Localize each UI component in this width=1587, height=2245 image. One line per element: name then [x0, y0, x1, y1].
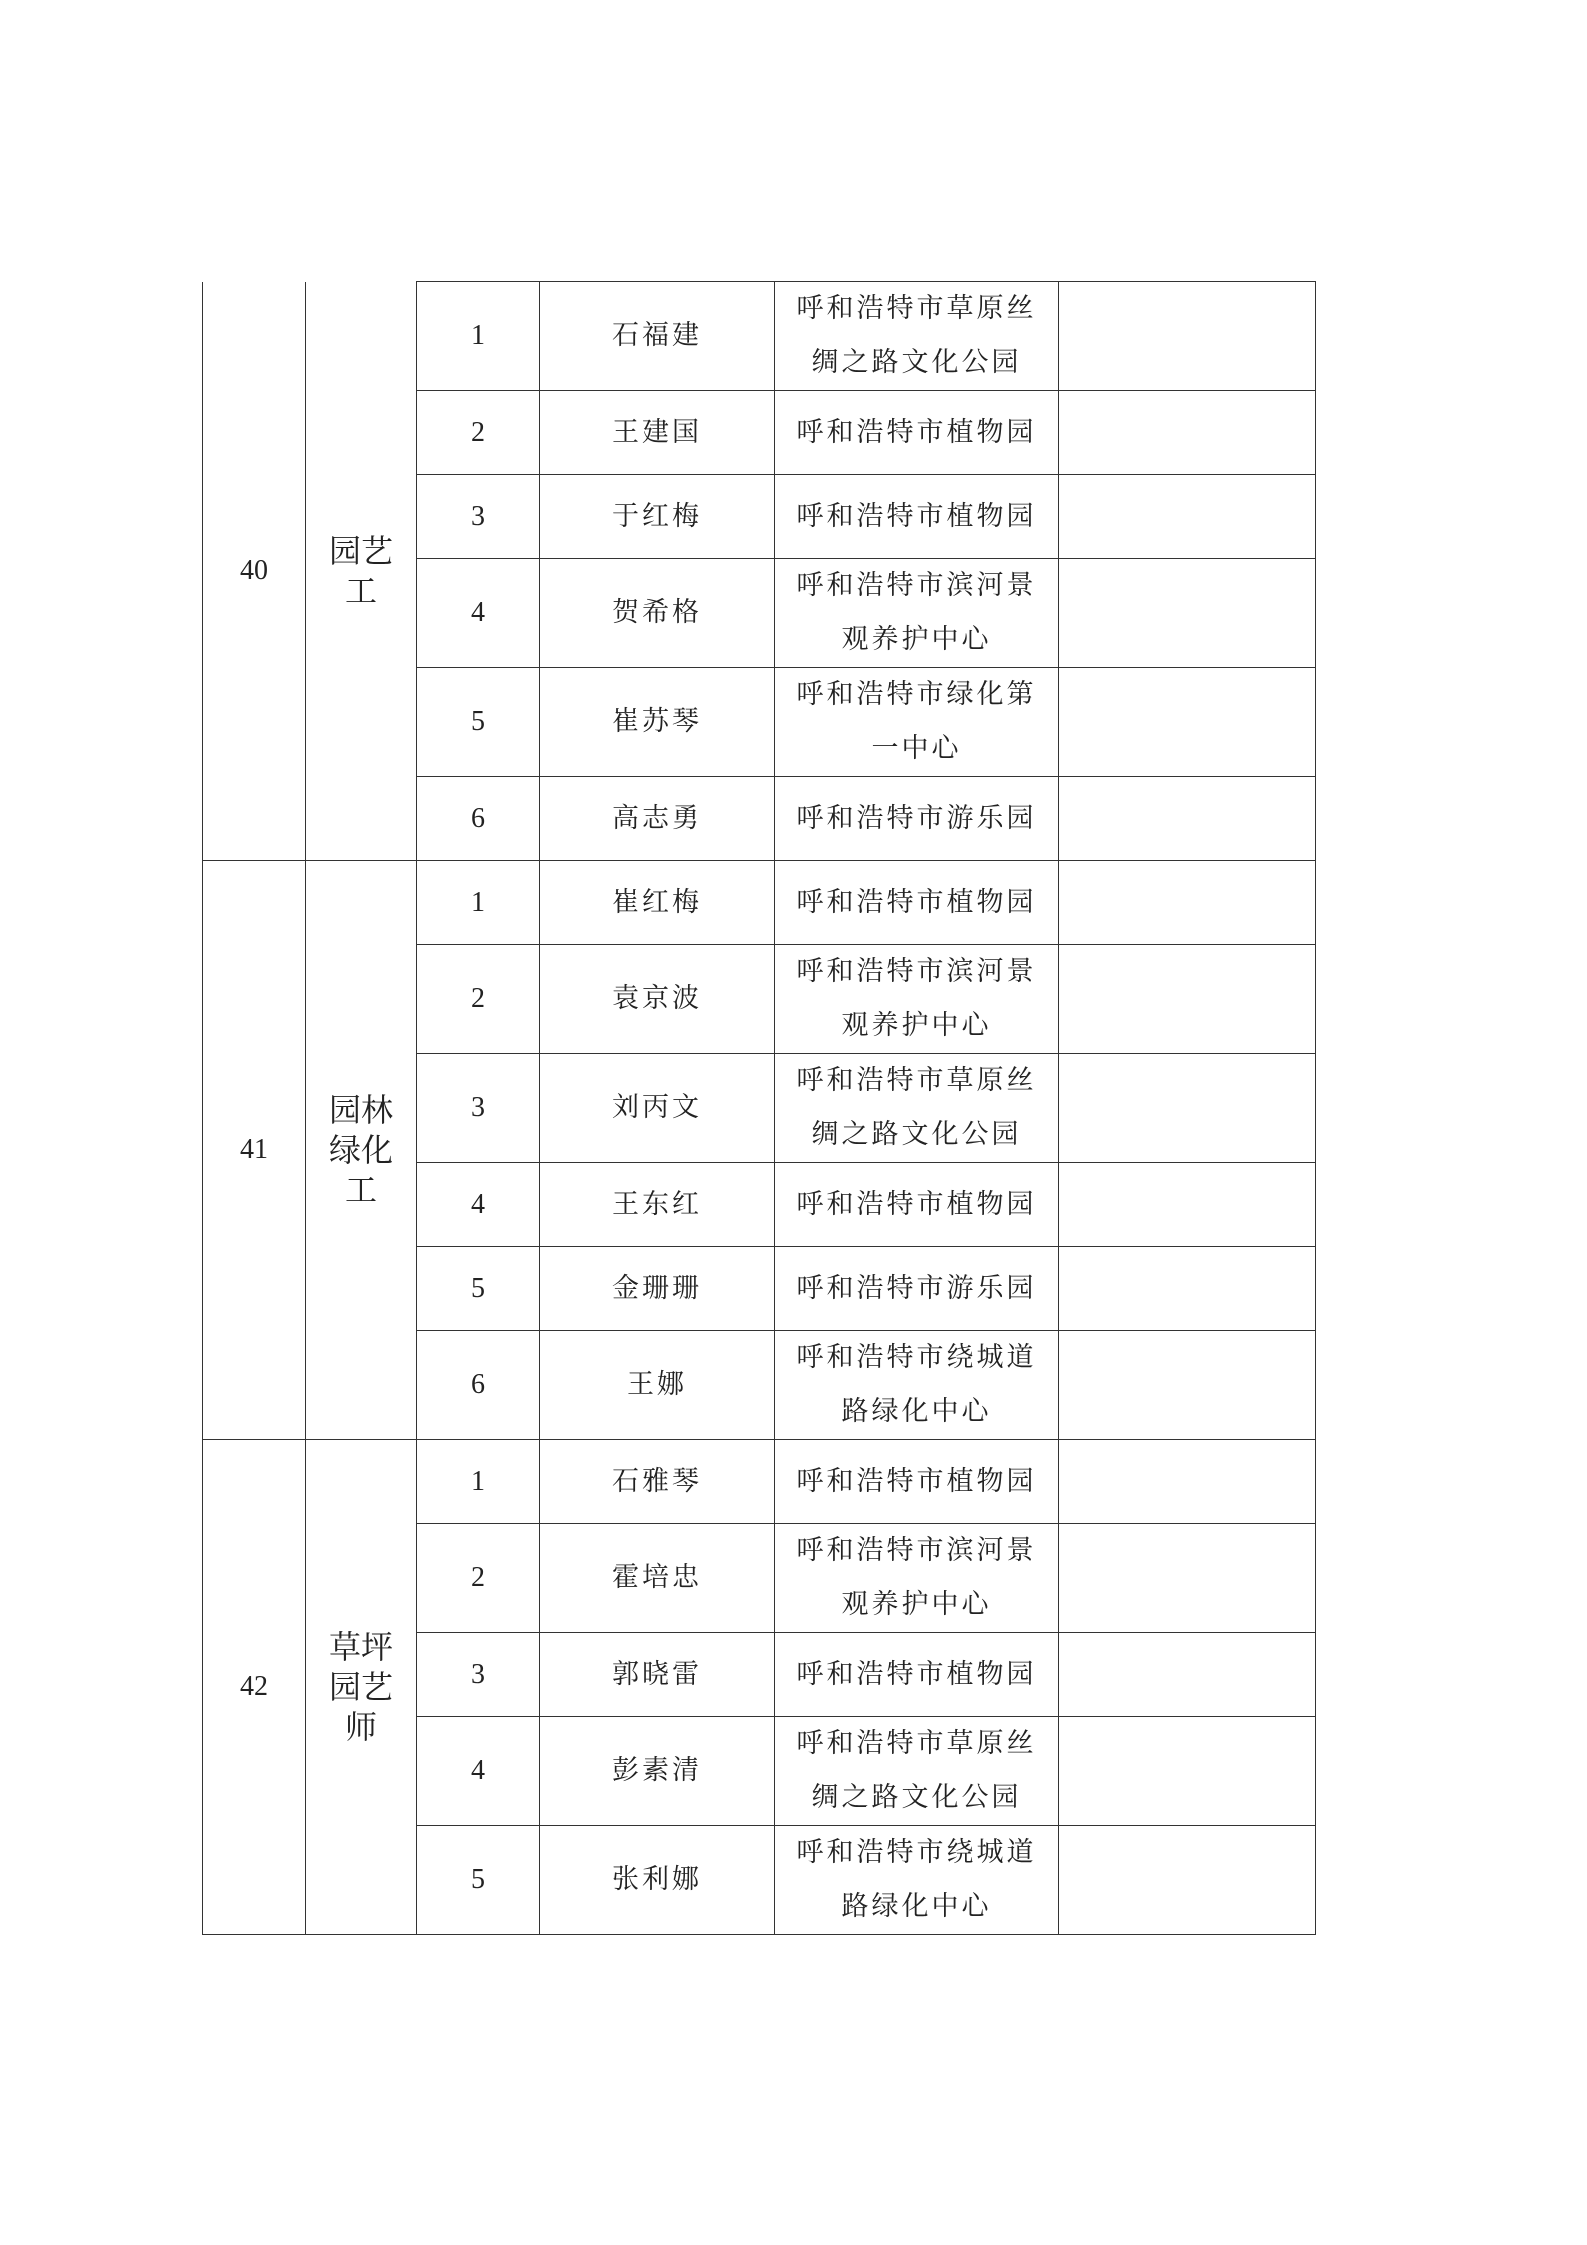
organization	[775, 1826, 1059, 1935]
organization	[775, 1331, 1059, 1440]
person-name: 王东红	[540, 1163, 775, 1247]
organization	[775, 861, 1059, 945]
organization	[775, 1717, 1059, 1826]
person-name: 贺希格	[540, 559, 775, 668]
organization-text: 呼和浩特市植物园	[796, 1188, 1037, 1220]
notes-cell	[1059, 1247, 1316, 1331]
entry-number: 4	[417, 1717, 540, 1826]
entry-number: 6	[417, 1331, 540, 1440]
organization-text: 呼和浩特市草原丝绸之路文化公园	[796, 1065, 1037, 1150]
notes-cell	[1059, 1717, 1316, 1826]
person-name: 袁京波	[540, 945, 775, 1054]
organization-text: 呼和浩特市植物园	[796, 500, 1037, 532]
organization-text: 呼和浩特市草原丝绸之路文化公园	[796, 1728, 1037, 1813]
notes-cell	[1059, 1440, 1316, 1524]
entry-number: 6	[417, 777, 540, 861]
person-name: 刘丙文	[540, 1054, 775, 1163]
notes-cell	[1059, 475, 1316, 559]
organization-text: 呼和浩特市滨河景观养护中心	[796, 1535, 1037, 1620]
table-row	[203, 1440, 1316, 1524]
person-name: 石福建	[540, 282, 775, 391]
notes-cell	[1059, 1524, 1316, 1633]
category-label: 园林绿化工	[328, 1092, 393, 1208]
group-category	[306, 282, 417, 861]
organization	[775, 559, 1059, 668]
entry-number: 3	[417, 1054, 540, 1163]
group-rank: 42	[203, 1440, 306, 1935]
notes-cell	[1059, 668, 1316, 777]
person-name: 高志勇	[540, 777, 775, 861]
person-name: 王建国	[540, 391, 775, 475]
entry-number: 4	[417, 559, 540, 668]
organization-text: 呼和浩特市植物园	[796, 886, 1037, 918]
person-name: 崔红梅	[540, 861, 775, 945]
organization	[775, 475, 1059, 559]
entry-number: 5	[417, 1826, 540, 1935]
group-category	[306, 861, 417, 1440]
group-rank: 41	[203, 861, 306, 1440]
category-label: 园艺工	[328, 532, 393, 609]
entry-number: 3	[417, 1633, 540, 1717]
organization	[775, 668, 1059, 777]
organization-text: 呼和浩特市植物园	[796, 1658, 1037, 1690]
notes-cell	[1059, 391, 1316, 475]
organization	[775, 1247, 1059, 1331]
person-name: 崔苏琴	[540, 668, 775, 777]
organization	[775, 1054, 1059, 1163]
entry-number: 4	[417, 1163, 540, 1247]
organization-text: 呼和浩特市游乐园	[796, 802, 1037, 834]
person-name: 王娜	[540, 1331, 775, 1440]
organization-text: 呼和浩特市绕城道路绿化中心	[796, 1837, 1037, 1922]
organization	[775, 1524, 1059, 1633]
person-name: 彭素清	[540, 1717, 775, 1826]
organization-text: 呼和浩特市植物园	[796, 416, 1037, 448]
notes-cell	[1059, 282, 1316, 391]
entry-number: 2	[417, 391, 540, 475]
organization	[775, 1163, 1059, 1247]
organization	[775, 1633, 1059, 1717]
person-name: 石雅琴	[540, 1440, 775, 1524]
entry-number: 1	[417, 282, 540, 391]
person-name: 张利娜	[540, 1826, 775, 1935]
person-name: 郭晓雷	[540, 1633, 775, 1717]
notes-cell	[1059, 1633, 1316, 1717]
organization	[775, 391, 1059, 475]
notes-cell	[1059, 945, 1316, 1054]
entry-number: 5	[417, 668, 540, 777]
organization-text: 呼和浩特市绕城道路绿化中心	[796, 1342, 1037, 1427]
group-category	[306, 1440, 417, 1935]
entry-number: 3	[417, 475, 540, 559]
organization-text: 呼和浩特市绿化第一中心	[796, 679, 1037, 764]
organization	[775, 282, 1059, 391]
entry-number: 2	[417, 1524, 540, 1633]
notes-cell	[1059, 559, 1316, 668]
organization	[775, 1440, 1059, 1524]
notes-cell	[1059, 1054, 1316, 1163]
notes-cell	[1059, 1331, 1316, 1440]
organization-text: 呼和浩特市滨河景观养护中心	[796, 956, 1037, 1041]
notes-cell	[1059, 861, 1316, 945]
notes-cell	[1059, 1826, 1316, 1935]
entry-number: 2	[417, 945, 540, 1054]
organization-text: 呼和浩特市滨河景观养护中心	[796, 570, 1037, 655]
organization-text: 呼和浩特市植物园	[796, 1465, 1037, 1497]
organization-text: 呼和浩特市草原丝绸之路文化公园	[796, 293, 1037, 378]
person-name: 于红梅	[540, 475, 775, 559]
organization	[775, 945, 1059, 1054]
person-name: 霍培忠	[540, 1524, 775, 1633]
organization	[775, 777, 1059, 861]
entry-number: 1	[417, 861, 540, 945]
group-rank: 40	[203, 282, 306, 861]
entry-number: 1	[417, 1440, 540, 1524]
notes-cell	[1059, 1163, 1316, 1247]
entry-number: 5	[417, 1247, 540, 1331]
table-row	[203, 282, 1316, 391]
awards-table	[202, 281, 1316, 1935]
person-name: 金珊珊	[540, 1247, 775, 1331]
organization-text: 呼和浩特市游乐园	[796, 1272, 1037, 1304]
notes-cell	[1059, 777, 1316, 861]
category-label: 草坪园艺师	[328, 1629, 393, 1745]
table-row	[203, 861, 1316, 945]
